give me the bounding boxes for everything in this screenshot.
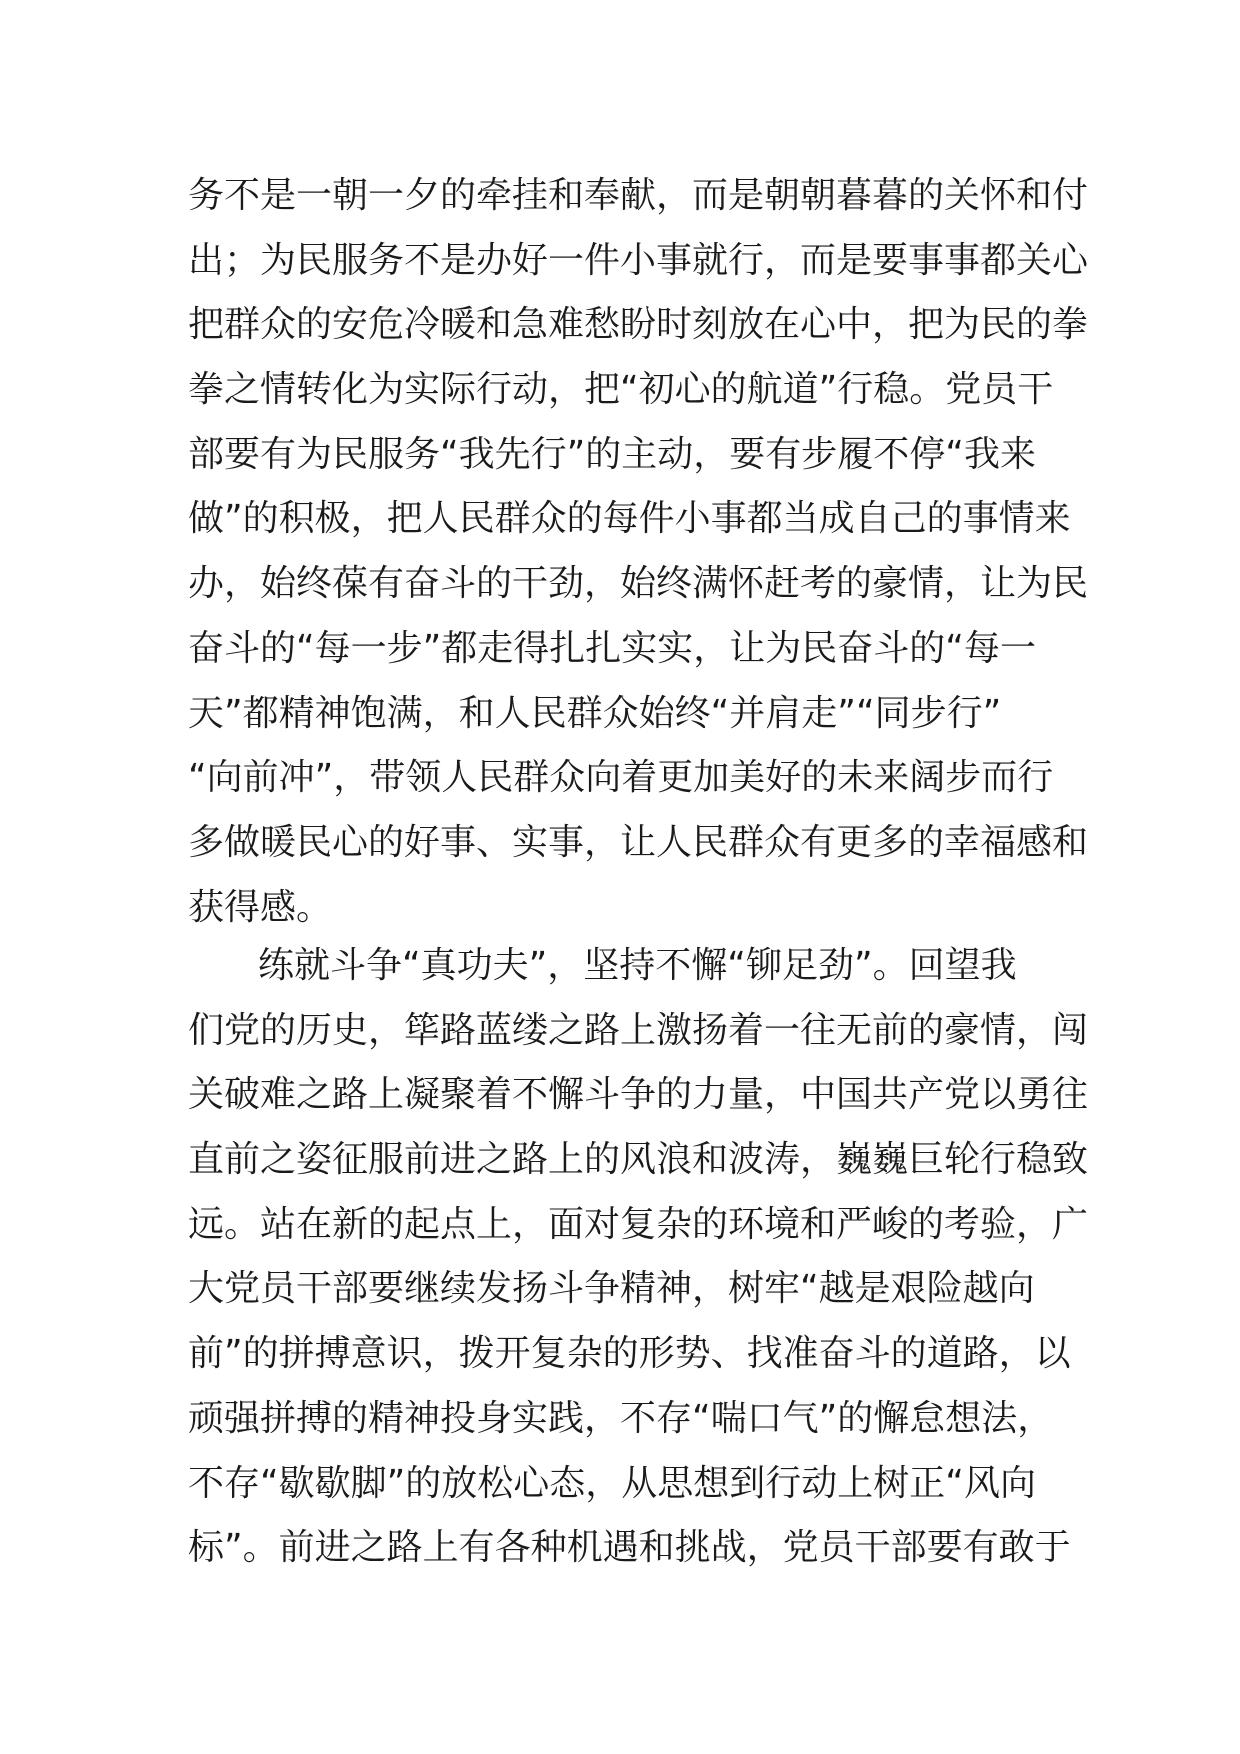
paragraph-2 <box>188 934 1089 1581</box>
text-line: “向前冲”，带领人民群众向着更加美好的未来阔步而行 <box>188 757 1054 799</box>
text-line: 不存“歇歇脚”的放松心态，从思想到行动上树正“风向 <box>188 1462 1036 1504</box>
text-line: 们党的历史，筚路蓝缕之路上激扬着一往无前的豪情，闯 <box>188 1009 1089 1051</box>
text-line: 天”都精神饱满，和人民群众始终“并肩走”“同步行” <box>188 692 1002 734</box>
text-line: 顽强拼搏的精神投身实践，不存“喘口气”的懈怠想法， <box>188 1397 1054 1439</box>
text-line: 部要有为民服务“我先行”的主动，要有步履不停“我来 <box>188 433 1036 475</box>
text-line: 大党员干部要继续发扬斗争精神，树牢“越是艰险越向 <box>188 1268 1035 1310</box>
text-line: 前”的拼搏意识，拨开复杂的形势、找准奋斗的道路，以 <box>188 1333 1071 1375</box>
text-line: 标”。前进之路上有各种机遇和挑战，党员干部要有敢于 <box>188 1527 1071 1569</box>
text-line: 获得感。 <box>188 886 333 928</box>
text-line: 把群众的安危冷暖和急难愁盼时刻放在心中，把为民的拳 <box>188 304 1089 346</box>
text-line: 练就斗争“真功夫”，坚持不懈“铆足劲”。回望我 <box>258 945 1017 986</box>
text-line: 奋斗的“每一步”都走得扎扎实实，让为民奋斗的“每一 <box>188 627 1036 669</box>
text-line: 关破难之路上凝聚着不懈斗争的力量，中国共产党以勇往 <box>188 1074 1089 1116</box>
text-line: 远。站在新的起点上，面对复杂的环境和严峻的考验，广 <box>188 1203 1089 1245</box>
text-line: 直前之姿征服前进之路上的风浪和波涛，巍巍巨轮行稳致 <box>188 1139 1089 1181</box>
text-line: 多做暖民心的好事、实事，让人民群众有更多的幸福感和 <box>188 821 1089 863</box>
paragraph-1 <box>188 164 1089 940</box>
text-line: 做”的积极，把人民群众的每件小事都当成自己的事情来 <box>188 498 1071 540</box>
text-line: 务不是一朝一夕的牵挂和奉献，而是朝朝暮暮的关怀和付 <box>188 175 1089 216</box>
text-line: 办，始终葆有奋斗的干劲，始终满怀赶考的豪情，让为民 <box>188 563 1089 605</box>
text-line: 拳之情转化为实际行动，把“初心的航道”行稳。党员干 <box>188 369 1054 411</box>
text-line: 出；为民服务不是办好一件小事就行，而是要事事都关心 <box>188 239 1089 281</box>
